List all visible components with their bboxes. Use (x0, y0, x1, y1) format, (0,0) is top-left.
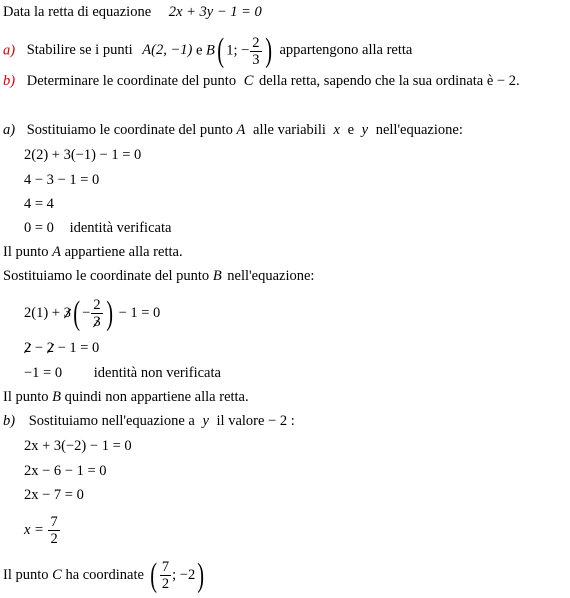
task-a-letter: a) (3, 42, 16, 59)
sol-b-eq4-den: 2 (50, 531, 58, 548)
left-paren: ( (149, 556, 157, 594)
sol-b-eq4 (24, 510, 61, 550)
sol-b-point-conclusion-pre: Il punto (3, 389, 49, 405)
task-b-letter: b) (3, 73, 16, 89)
sol-b-eq4-pre: x = (24, 522, 44, 538)
task-b-line (3, 72, 520, 90)
sol-b-point-fraction-den (91, 314, 102, 330)
cancelled-two-a: 2 (24, 340, 32, 356)
sol-b-letter: b) (3, 413, 16, 429)
sol-b-coord-den: 2 (161, 576, 170, 593)
task-a-text1: Stabilire se i punti (26, 42, 133, 59)
sol-a-conclusion-point: A (52, 244, 61, 260)
sol-b-point-fraction (91, 297, 102, 330)
sol-b-conclusion-point: C (52, 567, 62, 583)
sol-b-eq2: 2x − 6 − 1 = 0 (24, 463, 107, 479)
task-a-fraction-den: 3 (252, 51, 260, 68)
sol-b-point-eq1-minus: − (82, 305, 91, 321)
task-a-line (3, 32, 413, 69)
sol-a-eq2: 4 − 3 − 1 = 0 (24, 172, 100, 188)
left-paren: ( (217, 32, 224, 69)
task-b-text1: Determinare le coordinate del punto (26, 73, 237, 89)
sol-b-point-eq1 (24, 295, 160, 331)
sol-b-var-y: y (202, 413, 209, 429)
sol-a-var-y: y (361, 122, 369, 138)
sol-b-point-point: B (212, 268, 222, 284)
task-b-text2: della retta, sapendo che la sua ordinata è − 2. (259, 73, 520, 89)
cancelled-denominator: 3 (93, 314, 101, 331)
sol-a-eq3: 4 = 4 (24, 196, 54, 212)
sol-b-point-eq3: −1 = 0 (24, 365, 63, 381)
sol-b-point-line (3, 267, 314, 285)
sol-b-point-text2: nell'equazione: (227, 268, 315, 284)
task-a-point-a: A(2, −1) (142, 42, 193, 59)
sol-b-coord-fraction (160, 559, 171, 592)
sol-a-point: A (236, 122, 246, 138)
sol-b-conclusion-post: ha coordinate (65, 567, 144, 583)
sol-a-eq1: 2(2) + 3(−1) − 1 = 0 (24, 147, 142, 163)
sol-b-point-conclusion-point: B (52, 389, 61, 405)
cancelled-two-b: 2 (46, 340, 54, 356)
task-a-point-b-label: B (206, 42, 215, 59)
task-a-text2: appartengono alla retta (279, 42, 413, 59)
sol-b-eq4-fraction (48, 514, 59, 547)
sol-a-e: e (347, 122, 355, 138)
sol-b-text2: il valore − 2 : (216, 413, 295, 429)
sol-a-text3: nell'equazione: (375, 122, 463, 138)
sol-a-conclusion-pre: Il punto (3, 244, 49, 260)
right-paren: ) (197, 556, 205, 594)
sol-b-eq4-num: 7 (50, 514, 58, 531)
sol-b-point-eq2 (24, 339, 99, 357)
sol-b-coord-num: 7 (161, 559, 170, 576)
task-a-and: e (195, 42, 203, 59)
sol-a-var-x: x (333, 122, 340, 138)
task-a-fraction (250, 35, 261, 68)
right-paren: ) (264, 32, 272, 69)
sol-b-point-conclusion-post: quindi non appartiene alla retta. (64, 389, 249, 405)
sol-a-text2: alle variabili (253, 122, 326, 138)
sol-a-eq4-note: identità verificata (69, 220, 172, 236)
sol-a-conclusion (3, 243, 183, 261)
sol-a-line (3, 121, 463, 139)
right-paren: ) (105, 294, 113, 332)
sol-b-point-eq2-mid: − (31, 340, 47, 356)
sol-b-conclusion-pre: Il punto (3, 567, 49, 583)
sol-b-point-conclusion (3, 388, 249, 406)
sol-b-conclusion (3, 556, 207, 594)
task-a-point-b-first: 1; − (226, 42, 250, 59)
intro-equation: 2x + 3y − 1 = 0 (168, 4, 262, 20)
left-paren: ( (73, 294, 80, 332)
sol-b-eq1: 2x + 3(−2) − 1 = 0 (24, 438, 132, 454)
sol-b-point-fraction-num: 2 (93, 297, 101, 314)
sol-b-eq3: 2x − 7 = 0 (24, 487, 84, 503)
sol-b-point-text1: Sostituiamo le coordinate del punto (3, 268, 210, 284)
task-a-fraction-num: 2 (252, 34, 260, 51)
sol-a-conclusion-post: appartiene alla retta. (64, 244, 183, 260)
intro-text: Data la retta di equazione (3, 4, 152, 20)
cancelled-three: 3 (64, 295, 71, 331)
sol-b-line (3, 412, 295, 430)
sol-a-eq4-line (24, 219, 171, 237)
intro-line (3, 3, 262, 21)
sol-b-point-eq2-post: − 1 = 0 (53, 340, 100, 356)
sol-b-coord-rest: ; −2 (172, 567, 196, 583)
sol-a-letter: a) (3, 122, 16, 138)
sol-b-point-eq3-line (24, 364, 221, 382)
sol-b-point-eq3-note: identità non verificata (93, 365, 221, 381)
sol-b-point-eq1-pre: 2(1) + (24, 305, 60, 321)
sol-a-text1: Sostituiamo le coordinate del punto (26, 122, 233, 138)
sol-b-point-eq1-post: − 1 = 0 (118, 305, 161, 321)
sol-a-eq4: 0 = 0 (24, 220, 54, 236)
task-b-point: C (243, 73, 254, 89)
sol-b-text1: Sostituiamo nell'equazione a (28, 413, 195, 429)
